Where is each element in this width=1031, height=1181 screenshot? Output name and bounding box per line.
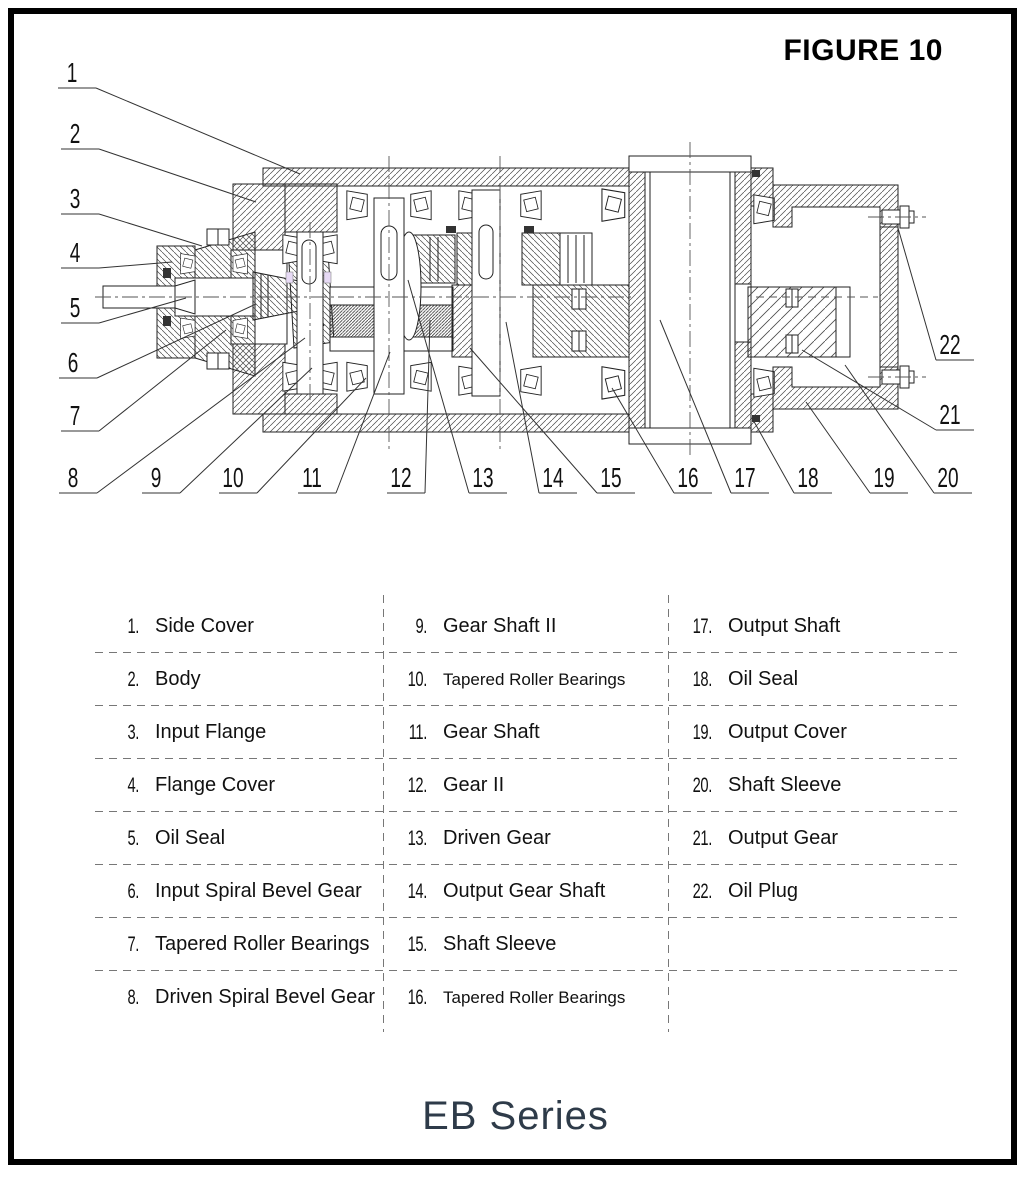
parts-list-row [95,600,957,653]
callout-number: 11 [302,462,322,495]
part-number: 8. [127,985,139,1009]
part-number: 9. [415,614,427,638]
part-number: 19. [692,720,712,744]
part-number: 20. [692,773,712,797]
callout-number: 14 [542,462,564,495]
parts-list-cell [95,933,383,957]
output-oil-seal [752,170,760,177]
gearbox-cross-section-diagram [0,0,1031,560]
callout-number: 16 [677,462,699,495]
parts-list-row [95,918,957,971]
parts-list-cell [668,668,957,692]
callout-number: 12 [390,462,412,495]
callout-number: 1 [66,57,78,90]
callout-1 [58,57,300,174]
parts-list-cell [383,774,668,798]
housing-top-plate [263,168,629,186]
parts-list-cell [95,986,383,1010]
parts-list-cell [95,880,383,904]
callout-number: 10 [222,462,244,495]
part-label: Gear II [443,774,505,796]
parts-list-row [95,759,957,812]
callout-number: 21 [939,399,961,432]
part-label: Output Gear Shaft [443,880,606,902]
output-cover [773,185,898,227]
part-label: Oil Plug [728,880,799,902]
parts-list-cell [383,986,668,1010]
callout-number: 19 [873,462,895,495]
part-label: Shaft Sleeve [443,933,557,955]
parts-list-row [95,706,957,759]
part-number: 1. [127,614,139,638]
input-oil-seal [163,268,171,278]
part-number: 12. [407,773,427,797]
part-label: Tapered Roller Bearings [155,933,370,955]
parts-list-cell [95,774,383,798]
part-number: 15. [407,932,427,956]
part-number: 17. [692,614,712,638]
callout-number: 15 [600,462,622,495]
part-label: Driven Spiral Bevel Gear [155,986,376,1008]
part-label: Oil Seal [728,668,799,690]
callout-2 [61,118,256,202]
parts-list-cell [668,721,957,745]
part-number: 3. [127,720,139,744]
callout-number: 7 [69,400,81,433]
part-label: Flange Cover [155,774,276,796]
part-number: 4. [127,773,139,797]
parts-list-row [95,971,957,1024]
parts-list-cell [668,774,957,798]
series-title: EB Series [422,1094,609,1138]
part-label: Input Flange [155,721,267,743]
parts-list-row [95,653,957,706]
part-number: 5. [127,826,139,850]
parts-list-cell [668,880,957,904]
callout-number: 5 [69,292,81,325]
callout-number: 4 [69,237,81,270]
shaft-sleeve [452,285,472,357]
part-label: Tapered Roller Bearings [443,987,626,1007]
part-label: Output Cover [728,721,847,743]
part-number: 10. [407,667,427,691]
part-number: 18. [692,667,712,691]
callout-number: 9 [150,462,162,495]
part-label: Driven Gear [443,827,551,849]
parts-list-row [95,865,957,918]
part-label: Output Shaft [728,615,841,637]
part-number: 21. [692,826,712,850]
part-number: 13. [407,826,427,850]
figure-title: FIGURE 10 [783,34,943,67]
part-label: Gear Shaft [443,721,540,743]
callout-number: 13 [472,462,494,495]
output-shaft-sleeve [836,287,850,357]
parts-list-cell [668,827,957,851]
parts-list-row [95,812,957,865]
part-number: 6. [127,879,139,903]
parts-list-cell [95,615,383,639]
part-label: Body [155,668,201,690]
part-label: Input Spiral Bevel Gear [155,880,362,902]
callout-number: 6 [67,347,79,380]
parts-list [95,600,957,1024]
parts-list-cell [95,721,383,745]
callout-number: 22 [939,329,961,362]
output-shaft [629,172,645,428]
callout-22 [898,228,974,361]
part-label: Output Gear [728,827,839,849]
part-label: Oil Seal [155,827,226,849]
parts-list-cell [383,880,668,904]
callout-3 [61,183,202,246]
part-label: Gear Shaft II [443,615,557,637]
part-label: Tapered Roller Bearings [443,669,626,689]
part-number: 7. [127,932,139,956]
parts-list-cell [383,721,668,745]
part-label: Side Cover [155,615,254,637]
part-number: 11. [408,720,427,744]
parts-list-cell [383,827,668,851]
part-number: 14. [407,879,427,903]
parts-list-cell [383,615,668,639]
callout-number: 3 [69,183,81,216]
callout-number: 2 [69,118,81,151]
part-number: 2. [127,667,139,691]
parts-list-cell [383,668,668,692]
column-divider-2 [668,595,669,1032]
part-number: 16. [407,985,427,1009]
parts-list-cell [95,668,383,692]
part-number: 22. [692,879,712,903]
column-divider-1 [383,595,384,1032]
gearbox-geometry [95,142,926,456]
callout-4 [61,237,172,269]
callout-19 [806,402,908,494]
callout-number: 18 [797,462,819,495]
callout-number: 17 [734,462,756,495]
parts-list-cell [668,615,957,639]
part-label: Shaft Sleeve [728,774,842,796]
callout-number: 20 [937,462,959,495]
parts-list-cell [383,933,668,957]
parts-list-cell [95,827,383,851]
callout-number: 8 [67,462,79,495]
